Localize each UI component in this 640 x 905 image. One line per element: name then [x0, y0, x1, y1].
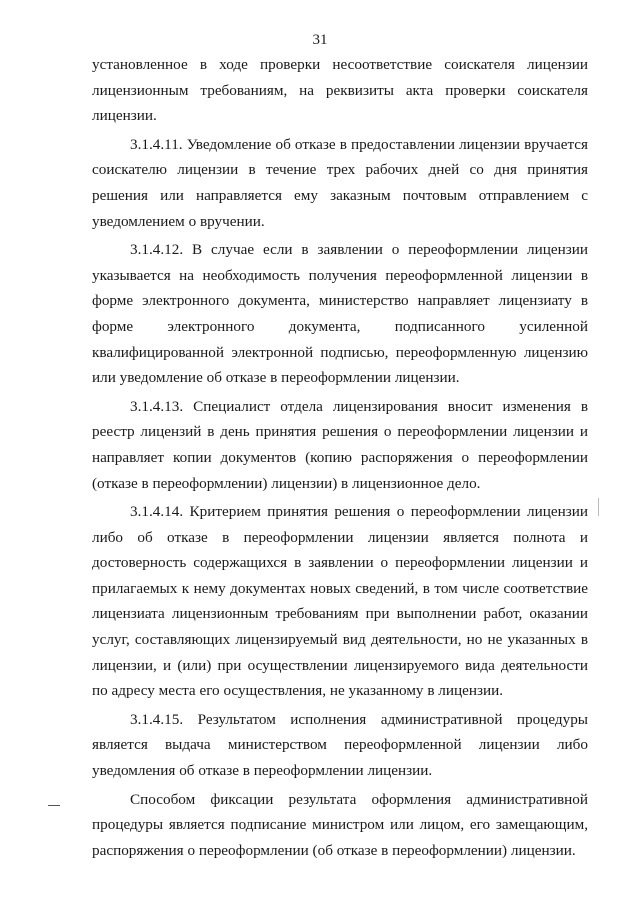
paragraph-continuation: установленное в ходе проверки несоответствие соискателя лицензии лицензионным требованиям, на реквизиты акта проверки соискателя лицензии.	[92, 56, 588, 125]
margin-mark	[48, 805, 60, 806]
paragraph-3-1-4-13: 3.1.4.13. Специалист отдела лицензирования вносит изменения в реестр лицензий в день принятия решения о переоформлении лицензии и направляет копии документов (копию распоряжения о переоформлении (отказе в переоформлении) лицензии) в лицензионное дело.	[92, 397, 588, 492]
paragraph-3-1-4-15: 3.1.4.15. Результатом исполнения административной процедуры является выдача министерством переоформленной лицензии либо уведомления об отказе в переоформлении лицензии.	[92, 710, 588, 780]
scan-edge-mark	[598, 498, 599, 516]
document-body	[92, 52, 588, 866]
paragraph-3-1-4-11: 3.1.4.11. Уведомление об отказе в предоставлении лицензии вручается соискателю лицензии в течение трех рабочих дней со дня принятия решения или направляется ему заказным почтовым отправлением с уведомлением о вручении.	[92, 135, 588, 230]
paragraph-fixation-method: Способом фиксации результата оформления административной процедуры является подписание министром или лицом, его замещающим, распоряжения о переоформлении (об отказе в переоформлении) лицензии.	[92, 790, 588, 859]
page-number: 31	[312, 32, 328, 48]
paragraph-3-1-4-12: 3.1.4.12. В случае если в заявлении о переоформлении лицензии указывается на необходимость получения переоформленной лицензии в форме электронного документа, министерство направляет лицензиату в форме электронного документа, подписанного усиленной квалифицированной электронной подписью, переоформленную лицензию или уведомление об отказе в переоформлении лицензии.	[92, 241, 588, 387]
paragraph-3-1-4-14: 3.1.4.14. Критерием принятия решения о переоформлении лицензии либо об отказе в переоформлении лицензии является полнота и достоверность содержащихся в заявлении о переоформлении лицензии и прилагаемых к нему документах новых сведений, в том числе соответствие лицензиата лицензионным требованиям при выполнении работ, оказании услуг, составляющих лицензируемый вид деятельности, но не указанных в лицензии, и (или) при осуществлении лицензируемого вида деятельности по адресу места его осуществления, не указанному в лицензии.	[92, 503, 588, 700]
